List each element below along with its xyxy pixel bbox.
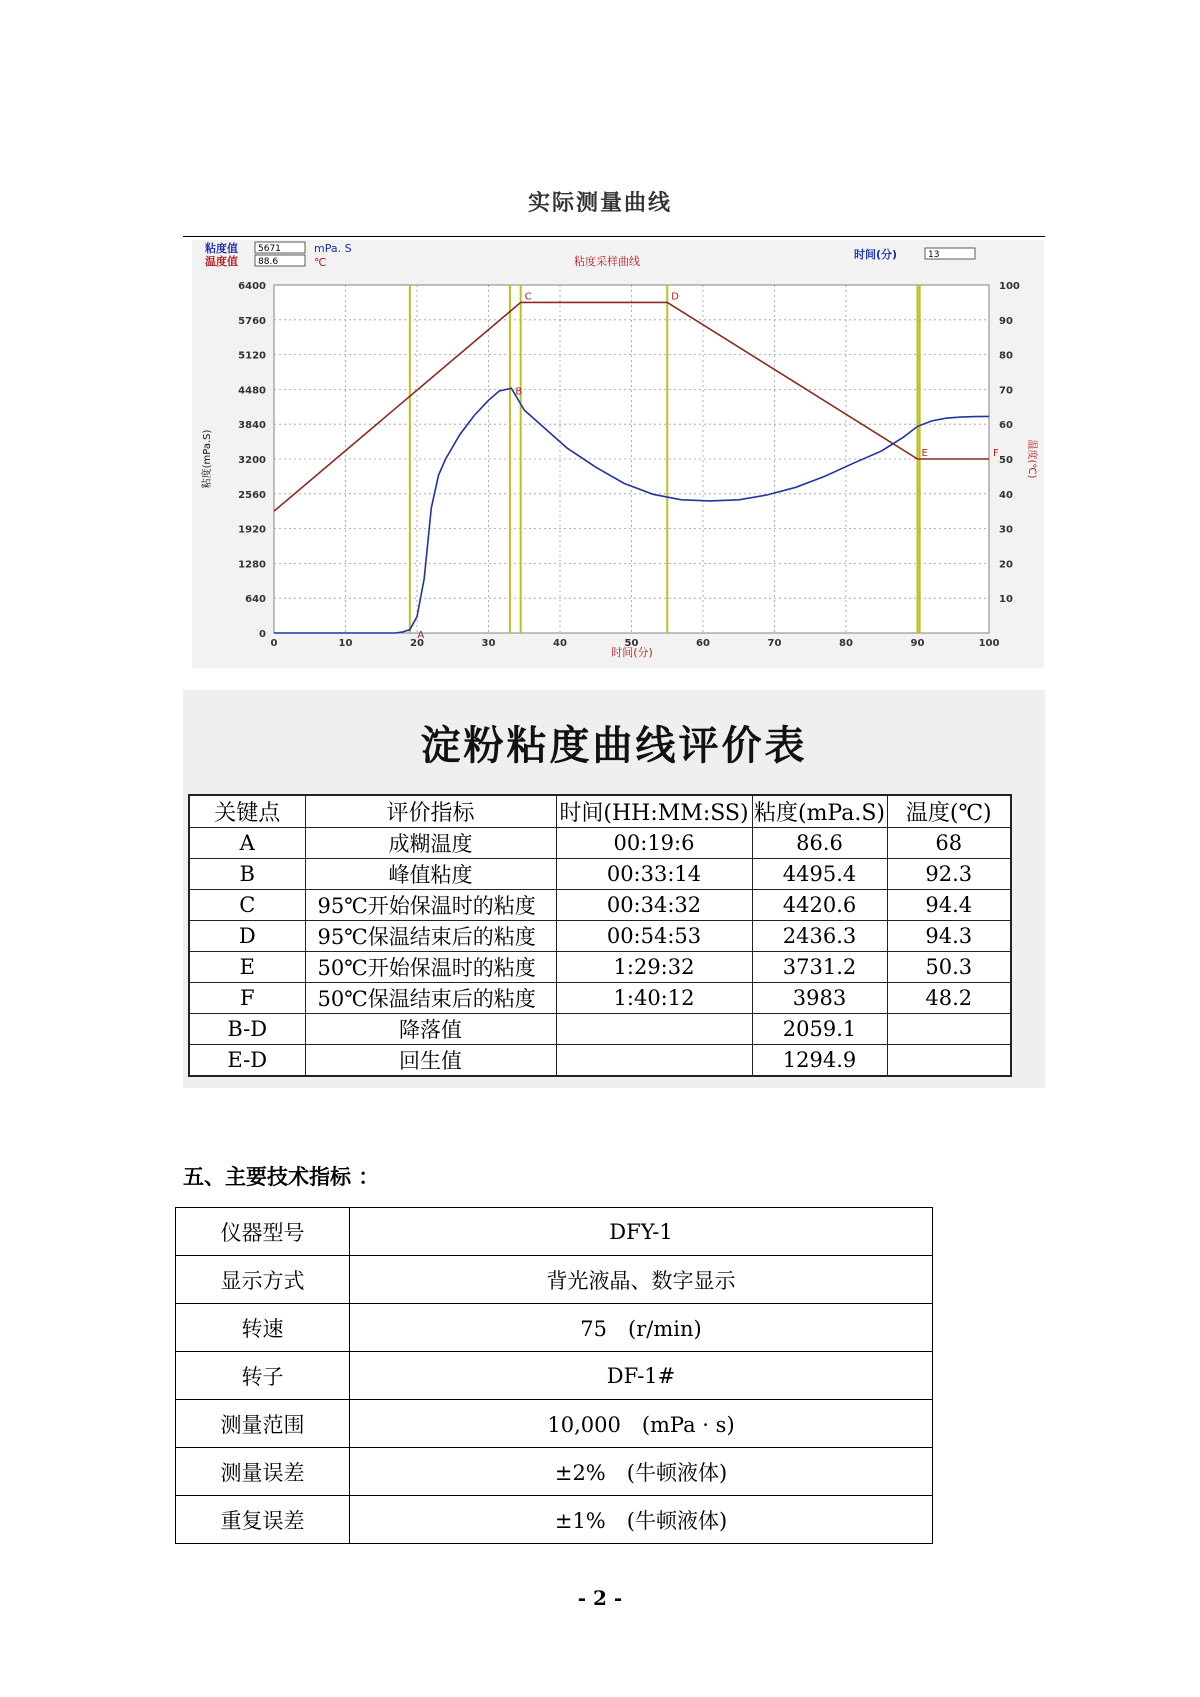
temperature-value-readout: 88.6 [258,257,279,267]
key-point-label: D [671,291,679,303]
cell-key: E-D [189,1045,305,1077]
table-row [176,1256,933,1304]
right-axis-label: 温度(℃) [1026,439,1037,479]
spec-value: DF-1# [350,1352,933,1400]
spec-value: 75 (r/min) [350,1304,933,1352]
x-tick-label: 10 [338,638,353,649]
cell-viscosity: 86.6 [752,828,887,859]
y-right-tick-label: 70 [999,385,1013,397]
table-row [176,1304,933,1352]
y-left-tick-label: 5120 [238,350,266,362]
cell-key: B [189,859,305,890]
y-left-tick-label: 4480 [238,385,266,397]
cell-key: A [189,828,305,859]
page-number: - 2 - [577,1586,623,1610]
x-tick-label: 20 [410,638,424,649]
y-right-tick-label: 20 [999,559,1013,571]
cell-time: 00:19:6 [556,828,752,859]
y-left-tick-label: 0 [259,629,266,640]
viscosity-unit: mPa. S [314,242,352,255]
spec-label: 转子 [176,1352,350,1400]
cell-indicator: 95℃开始保温时的粘度 [305,890,556,921]
y-right-tick-label: 30 [999,524,1013,536]
evaluation-panel [183,690,1045,1088]
cell-time [556,1014,752,1045]
cell-temperature: 50.3 [887,952,1011,983]
cell-time: 00:33:14 [556,859,752,890]
y-right-tick-label: 10 [999,594,1013,606]
col-temperature: 温度(℃) [887,795,1011,828]
time-readout: 13 [928,250,940,260]
table-row [189,859,1011,890]
cell-temperature: 94.3 [887,921,1011,952]
y-left-tick-label: 1920 [238,524,266,536]
col-viscosity: 粘度(mPa.S) [752,795,887,828]
x-tick-label: 50 [624,638,639,649]
cell-indicator: 50℃开始保温时的粘度 [305,952,556,983]
table-row [176,1448,933,1496]
key-point-label: E [921,448,928,459]
cell-key: F [189,983,305,1014]
y-right-tick-label: 80 [999,350,1013,362]
spec-label: 转速 [176,1304,350,1352]
x-tick-label: 60 [696,638,710,649]
col-time: 时间(HH:MM:SS) [556,795,752,828]
viscosity-curve-chart [192,240,1044,668]
y-right-tick-label: 60 [999,420,1013,432]
cell-viscosity: 1294.9 [752,1045,887,1077]
spec-label: 重复误差 [176,1496,350,1544]
temperature-unit: ℃ [314,256,327,269]
evaluation-title: 淀粉粘度曲线评价表 [420,722,808,769]
cell-key: D [189,921,305,952]
x-axis-label: 时间(分) [611,646,653,659]
y-left-tick-label: 2560 [238,489,266,501]
y-left-tick-label: 640 [245,594,266,606]
left-axis-label: 粘度(mPa.S) [202,429,213,489]
cell-temperature: 94.4 [887,890,1011,921]
y-left-tick-label: 3840 [238,420,266,432]
cell-indicator: 成糊温度 [305,828,556,859]
cell-viscosity: 4420.6 [752,890,887,921]
key-point-label: B [515,386,523,398]
cell-temperature [887,1014,1011,1045]
x-tick-label: 80 [839,638,853,649]
spec-table [175,1207,933,1544]
spec-heading: 五、主要技术指标 ： [183,1165,380,1189]
x-tick-label: 90 [910,638,925,649]
y-left-tick-label: 1280 [238,559,266,571]
cell-time: 1:29:32 [556,952,752,983]
table-row [189,1045,1011,1077]
cell-viscosity: 4495.4 [752,859,887,890]
cell-temperature: 92.3 [887,859,1011,890]
table-row [176,1352,933,1400]
cell-indicator: 峰值粘度 [305,859,556,890]
spec-label: 显示方式 [176,1256,350,1304]
table-row [189,921,1011,952]
spec-value: 10,000 (mPa · s) [350,1400,933,1448]
cell-viscosity: 3731.2 [752,952,887,983]
spec-value: ±1% (牛顿液体) [350,1496,933,1544]
spec-label: 测量范围 [176,1400,350,1448]
cell-key: E [189,952,305,983]
table-header-row [189,795,1011,828]
title-rule [183,236,1045,237]
table-row [189,983,1011,1014]
spec-value: ±2% (牛顿液体) [350,1448,933,1496]
spec-label: 仪器型号 [176,1208,350,1256]
table-row [189,890,1011,921]
cell-viscosity: 2059.1 [752,1014,887,1045]
evaluation-table [188,794,1012,1077]
cell-key: C [189,890,305,921]
table-row [176,1496,933,1544]
x-tick-label: 30 [481,638,496,649]
chart-header [204,241,975,269]
col-indicator: 评价指标 [305,795,556,828]
cell-time [556,1045,752,1077]
cell-indicator: 降落值 [305,1014,556,1045]
chart-panel [192,240,1044,668]
y-right-tick-label: 100 [999,281,1020,292]
col-key-point: 关键点 [189,795,305,828]
table-row [176,1208,933,1256]
spec-value: DFY-1 [350,1208,933,1256]
cell-time: 00:54:53 [556,921,752,952]
cell-indicator: 回生值 [305,1045,556,1077]
table-row [189,1014,1011,1045]
y-left-tick-label: 5760 [238,315,266,327]
cell-viscosity: 2436.3 [752,921,887,952]
y-right-tick-label: 50 [999,455,1013,466]
x-tick-label: 0 [270,638,278,649]
table-row [189,828,1011,859]
viscosity-value-readout: 5671 [258,244,281,254]
chart-caption: 粘度采样曲线 [574,255,640,268]
key-point-label: C [524,291,532,303]
temperature-value-label: 温度值 [205,255,238,268]
x-tick-label: 40 [553,638,567,649]
cell-temperature [887,1045,1011,1077]
cell-indicator: 50℃保温结束后的粘度 [305,983,556,1014]
table-row [189,952,1011,983]
y-left-tick-label: 3200 [238,455,266,466]
table-row [176,1400,933,1448]
page-title: 实际测量曲线 [527,191,672,216]
cell-time: 1:40:12 [556,983,752,1014]
cell-indicator: 95℃保温结束后的粘度 [305,921,556,952]
y-left-tick-label: 6400 [238,281,266,292]
x-tick-label: 70 [767,638,782,649]
cell-key: B-D [189,1014,305,1045]
cell-time: 00:34:32 [556,890,752,921]
key-point-label: A [417,629,425,641]
y-right-tick-label: 90 [999,315,1013,327]
cell-temperature: 68 [887,828,1011,859]
time-label: 时间(分) [854,248,898,261]
x-tick-label: 100 [978,638,1000,649]
cell-temperature: 48.2 [887,983,1011,1014]
y-right-tick-label: 40 [999,489,1013,501]
viscosity-value-label: 粘度值 [205,242,238,255]
cell-viscosity: 3983 [752,983,887,1014]
spec-value: 背光液晶、数字显示 [350,1256,933,1304]
spec-label: 测量误差 [176,1448,350,1496]
key-point-label: F [993,448,999,459]
